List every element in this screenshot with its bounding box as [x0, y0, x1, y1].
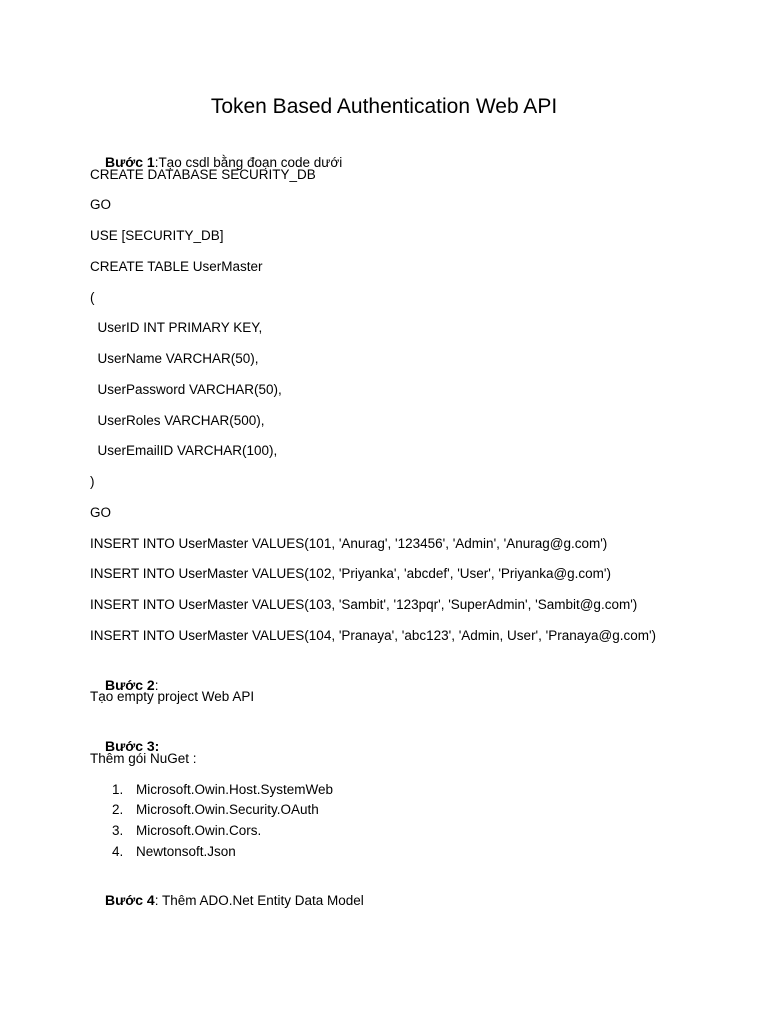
nuget-list-item — [112, 781, 333, 799]
step-1-label: Bước 1 — [105, 154, 155, 170]
step-3-body: Thêm gói NuGet : — [90, 751, 197, 766]
nuget-list-item — [112, 843, 236, 861]
step-2-text: : — [154, 678, 159, 693]
list-number: 2. — [112, 802, 124, 817]
sql-line: USE [SECURITY_DB] — [90, 228, 224, 243]
sql-line: INSERT INTO UserMaster VALUES(104, 'Pranaya', 'abc123', 'Admin, User', 'Pranaya@g.com') — [90, 628, 657, 643]
sql-line: CREATE TABLE UserMaster — [90, 259, 263, 274]
page-title: Token Based Authentication Web API — [210, 95, 558, 118]
package-name: Microsoft.Owin.Security.OAuth — [136, 802, 319, 817]
sql-line: GO — [90, 197, 112, 212]
list-number: 1. — [112, 782, 124, 797]
package-name: Microsoft.Owin.Host.SystemWeb — [136, 782, 334, 797]
sql-line: INSERT INTO UserMaster VALUES(102, 'Priyanka', 'abcdef', 'User', 'Priyanka@g.com') — [90, 566, 611, 581]
step-1-text: :Tạo csdl bằng đoạn code dưới — [154, 155, 343, 170]
sql-line: UserName VARCHAR(50), — [90, 351, 259, 366]
list-number: 3. — [112, 823, 124, 838]
sql-line: CREATE DATABASE SECURITY_DB — [90, 167, 316, 182]
step-4-label: Bước 4 — [105, 892, 155, 908]
nuget-list-item — [112, 822, 261, 840]
step-2-label: Bước 2 — [105, 677, 155, 693]
list-number: 4. — [112, 844, 124, 859]
step-4-text: : Thêm ADO.Net Entity Data Model — [154, 893, 364, 908]
sql-line: UserPassword VARCHAR(50), — [90, 382, 282, 397]
step-3-label: Bước 3: — [105, 738, 160, 754]
sql-line: GO — [90, 505, 112, 520]
step-4-heading — [90, 873, 364, 928]
sql-line: ) — [90, 474, 95, 489]
step-2-body: Tạo empty project Web API — [90, 689, 255, 704]
sql-line: UserRoles VARCHAR(500), — [90, 413, 265, 428]
sql-line: INSERT INTO UserMaster VALUES(103, 'Sambit', '123pqr', 'SuperAdmin', 'Sambit@g.com') — [90, 597, 638, 612]
nuget-list-item — [112, 801, 319, 819]
sql-line: INSERT INTO UserMaster VALUES(101, 'Anurag', '123456', 'Admin', 'Anurag@g.com') — [90, 536, 608, 551]
sql-line: UserEmailID VARCHAR(100), — [90, 443, 278, 458]
sql-line: ( — [90, 290, 95, 305]
sql-line: UserID INT PRIMARY KEY, — [90, 320, 263, 335]
package-name: Microsoft.Owin.Cors. — [136, 823, 262, 838]
package-name: Newtonsoft.Json — [136, 844, 236, 859]
